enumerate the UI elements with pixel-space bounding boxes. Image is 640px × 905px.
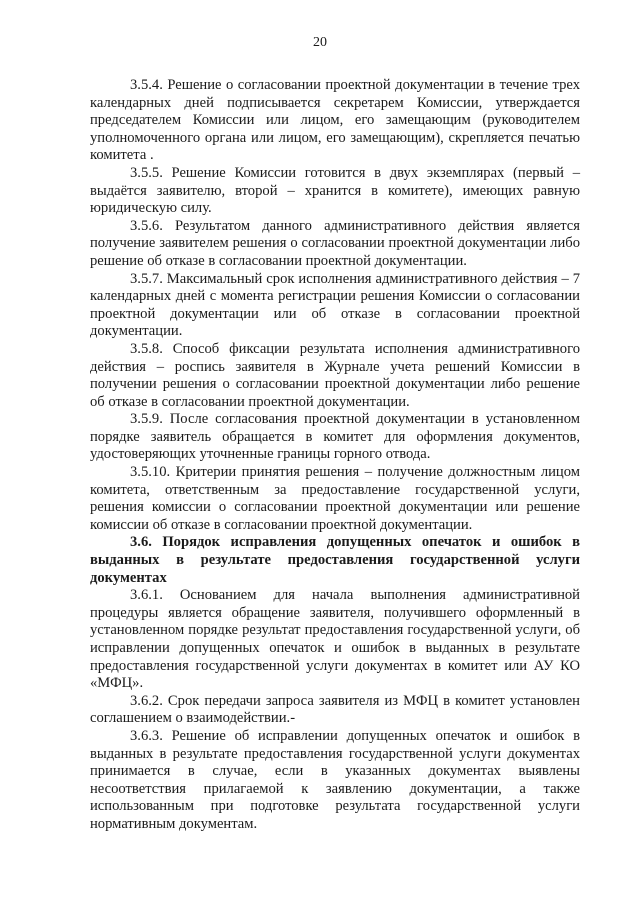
- paragraph-3-5-5: 3.5.5. Решение Комиссии готовится в двух экземплярах (первый – выдаётся заявителю, второй – хранится в комитете), имеющих равную юридическую силу.: [90, 164, 580, 217]
- paragraph-3-6-3: 3.6.3. Решение об исправлении допущенных опечаток и ошибок в выданных в результате предоставления государственной услуги документах принимается в случае, если в указанных документах выявлены несоответствия прилагаемой к заявлению документации, а также использованным при подготовке результата государственной услуги нормативным документам.: [90, 727, 580, 832]
- paragraph-3-6-1: 3.6.1. Основанием для начала выполнения административной процедуры является обращение заявителя, получившего оформленный в установленном порядке результат предоставления государственной услуги, об исправлении допущенных опечаток и ошибок в выданных в результате предоставления государственной услуги документах в комитет или АУ КО «МФЦ».: [90, 587, 580, 692]
- paragraph-3-5-4: 3.5.4. Решение о согласовании проектной документации в течение трех календарных дней подписывается секретарем Комиссии, утверждается председателем Комиссии или лицом, его замещающим (руководителем уполномоченного органа или лицом, его замещающим), скрепляется печатью комитета .: [90, 77, 580, 164]
- paragraph-3-6-2: 3.6.2. Срок передачи запроса заявителя из МФЦ в комитет установлен соглашением о взаимодействии.-: [90, 692, 580, 727]
- paragraph-3-5-10: 3.5.10. Критерии принятия решения – получение должностным лицом комитета, ответственным за предоставление государственной услуги, решения комиссии о согласовании проектной документации или решение комиссии об отказе в согласовании проектной документации.: [90, 464, 580, 533]
- document-body: [90, 77, 580, 834]
- paragraph-3-5-7: 3.5.7. Максимальный срок исполнения административного действия – 7 календарных дней с момента регистрации решения Комиссии о согласовании проектной документации или об отказе в согласовании проектной документации.: [90, 270, 580, 340]
- paragraph-3-5-9: 3.5.9. После согласования проектной документации в установленном порядке заявитель обращается в комитет для оформления документов, удостоверяющих уточненные границы горного отвода.: [90, 411, 580, 463]
- section-heading-3-6: 3.6. Порядок исправления допущенных опечаток и ошибок в выданных в результате предоставления государственной услуги документах: [90, 534, 580, 586]
- paragraph-3-5-8: 3.5.8. Способ фиксации результата исполнения административного действия – роспись заявителя в Журнале учета решений Комиссии в получении решения о согласовании проектной документации либо решение об отказе в согласовании проектной документации.: [90, 340, 580, 410]
- page-number: 20: [313, 35, 327, 50]
- paragraph-3-5-6: 3.5.6. Результатом данного административного действия является получение заявителем решения о согласовании проектной документации либо решение об отказе в согласовании проектной документации.: [90, 217, 580, 269]
